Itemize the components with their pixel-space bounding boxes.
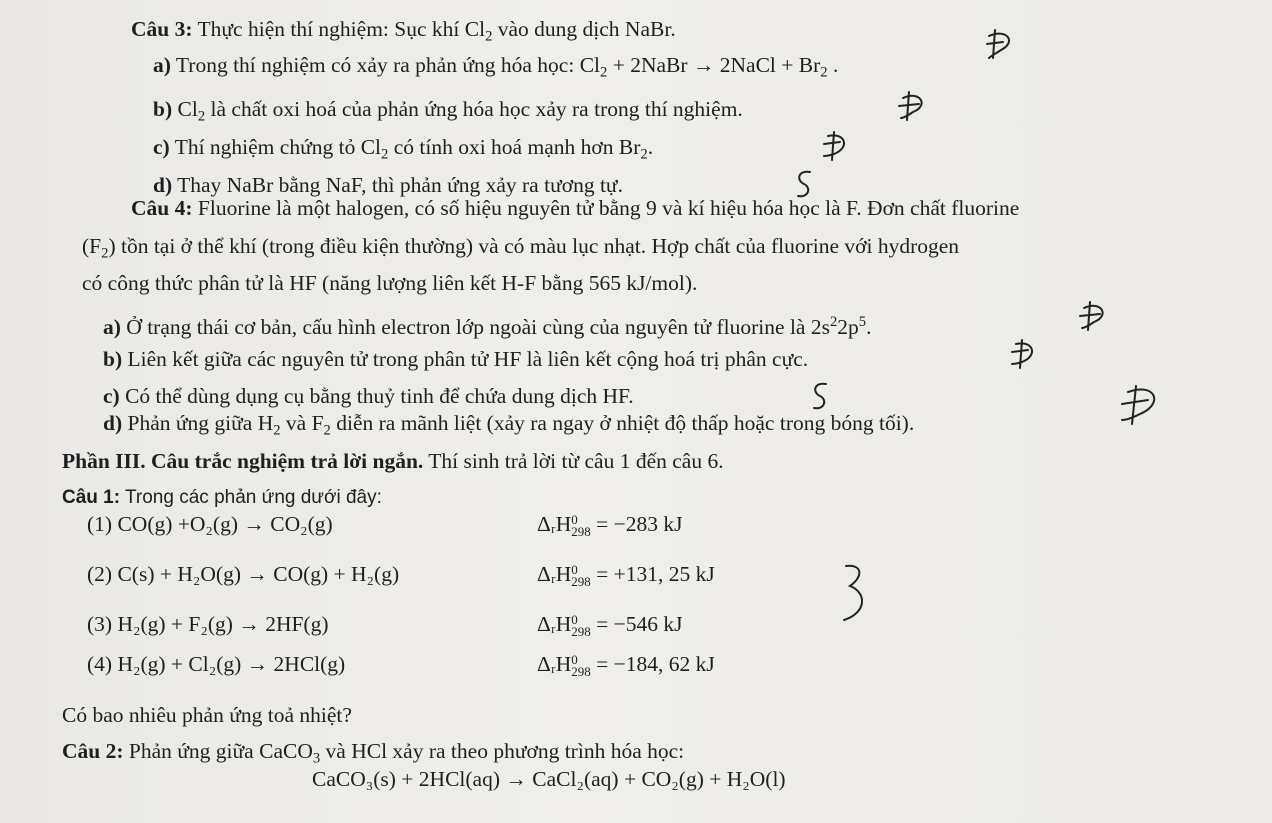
q3-a-eq1: Cl xyxy=(579,53,601,77)
q3-a-eq2: + 2NaBr → 2NaCl + Br xyxy=(607,53,821,77)
handwritten-mark-d xyxy=(985,24,1019,64)
q4-a xyxy=(103,309,871,340)
enthalpy-superscript: 0 xyxy=(571,652,578,668)
reaction-formula: H₂(g) + Cl₂(g) → 2HCl(g) xyxy=(117,652,346,676)
handwritten-mark-d xyxy=(1008,334,1042,374)
q4-d-sub2: 2 xyxy=(323,422,331,439)
q3-title xyxy=(131,16,676,49)
q3-a xyxy=(153,52,838,85)
q3-d-label: d) xyxy=(153,173,173,197)
reaction-equation xyxy=(87,511,333,537)
q3-c-label: c) xyxy=(153,135,170,159)
q3-c-end: . xyxy=(647,135,654,159)
q1-question: Có bao nhiêu phản ứng toả nhiệt? xyxy=(62,703,352,727)
reaction-enthalpy xyxy=(537,611,683,638)
q4-b-text: Liên kết giữa các nguyên tử trong phân tử HF là liên kết cộng hoá trị phân cực. xyxy=(122,347,809,371)
q4-line2 xyxy=(82,233,959,266)
q1-title xyxy=(62,485,382,511)
q4-c-text: Có thể dùng dụng cụ bằng thuỷ tinh để chứa dung dịch HF. xyxy=(119,384,634,408)
q3-title-end: vào dung dịch NaBr. xyxy=(492,17,676,41)
q3-b xyxy=(153,96,743,129)
handwritten-mark-s xyxy=(806,378,836,414)
q4-a-cfg1-sup: 2 xyxy=(829,314,838,330)
q4-a-end: . xyxy=(866,315,872,340)
q3-title-sub: 2 xyxy=(485,28,493,45)
reaction-formula: H₂(g) + F₂(g) → 2HF(g) xyxy=(117,612,329,636)
q4-c xyxy=(103,383,634,409)
q3-a-label: a) xyxy=(153,53,171,77)
enthalpy-superscript: 0 xyxy=(571,512,578,528)
q4-a-text: Ở trạng thái cơ bản, cấu hình electron lớp ngoài cùng của nguyên tử fluorine là xyxy=(120,315,811,340)
q3-b-text2: là chất oxi hoá của phản ứng hóa học xảy ra trong thí nghiệm. xyxy=(205,97,743,121)
q3-label: Câu 3: xyxy=(131,17,193,41)
q4-b-label: b) xyxy=(103,347,123,371)
q4-line2-sub: 2 xyxy=(101,245,109,262)
reaction-equation xyxy=(87,611,329,637)
reaction-enthalpy xyxy=(537,511,683,538)
handwritten-mark-3 xyxy=(838,560,872,626)
q3-c-text1: Thí nghiệm chứng tỏ Cl xyxy=(169,135,382,159)
q4-a-label: a) xyxy=(103,315,121,340)
q3-d-text: Thay NaBr bằng NaF, thì phản ứng xảy ra tương tự. xyxy=(172,173,623,197)
enthalpy-symbol: ΔᵣH xyxy=(537,562,572,586)
reaction-formula: C(s) + H₂O(g) → CO(g) + H₂(g) xyxy=(117,562,400,586)
handwritten-mark-d xyxy=(1118,378,1168,430)
enthalpy-subscript: 298 xyxy=(571,624,591,640)
reaction-enthalpy xyxy=(537,561,715,588)
q1-label: Câu 1: xyxy=(62,487,121,508)
q4-c-label: c) xyxy=(103,384,120,408)
q4-title-text: Fluorine là một halogen, có số hiệu nguyên tử bằng 9 và kí hiệu hóa học là F. Đơn chất fluorine xyxy=(192,196,1020,220)
q4-a-cfg2: 2p xyxy=(837,315,859,340)
q3-a-eq1-sub: 2 xyxy=(600,64,608,81)
q2-equation: CaCO₃(s) + 2HCl(aq) → CaCl₂(aq) + CO₂(g) + H₂O(l) xyxy=(312,767,786,791)
reaction-number: (4) xyxy=(87,652,118,676)
enthalpy-value: = −184, 62 kJ xyxy=(590,652,715,676)
handwritten-mark-s xyxy=(790,166,820,202)
enthalpy-symbol: ΔᵣH xyxy=(537,512,572,536)
q4-line3: có công thức phân tử là HF (năng lượng liên kết H-F bằng 565 kJ/mol). xyxy=(82,271,698,295)
enthalpy-subscript: 298 xyxy=(571,574,591,590)
reaction-number: (2) xyxy=(87,562,118,586)
part3-title-rest: Thí sinh trả lời từ câu 1 đến câu 6. xyxy=(423,449,724,473)
enthalpy-superscript: 0 xyxy=(571,612,578,628)
q4-d-text2: và F xyxy=(280,411,324,435)
q1-title-text: Trong các phản ứng dưới đây: xyxy=(120,487,382,508)
q4-d xyxy=(103,410,914,443)
enthalpy-value: = −283 kJ xyxy=(590,512,683,536)
enthalpy-symbol: ΔᵣH xyxy=(537,612,572,636)
q4-label: Câu 4: xyxy=(131,196,193,220)
q3-title-text: Thực hiện thí nghiệm: Sục khí Cl xyxy=(192,17,486,41)
reaction-equation xyxy=(87,651,345,677)
reaction-enthalpy xyxy=(537,651,715,678)
q4-d-text3: diễn ra mãnh liệt (xảy ra ngay ở nhiệt độ thấp hoặc trong bóng tối). xyxy=(330,411,915,435)
q4-a-cfg1: 2s xyxy=(810,315,830,340)
enthalpy-symbol: ΔᵣH xyxy=(537,652,572,676)
q2-title-sub: 3 xyxy=(312,750,321,767)
q2-label: Câu 2: xyxy=(62,739,124,763)
reaction-equation xyxy=(87,561,399,587)
handwritten-mark-d xyxy=(1078,296,1112,336)
q3-c-sub1: 2 xyxy=(381,146,389,163)
q4-d-label: d) xyxy=(103,411,123,435)
reaction-formula: CO(g) +O₂(g) → CO₂(g) xyxy=(117,512,333,536)
q3-c-sub2: 2 xyxy=(640,146,648,163)
q4-b xyxy=(103,346,808,372)
enthalpy-superscript: 0 xyxy=(571,562,578,578)
q4-title xyxy=(131,195,1019,221)
part3-title: Phần III. Câu trắc nghiệm trả lời ngắn. xyxy=(62,449,424,473)
q3-b-text1: Cl xyxy=(172,97,198,121)
q2-title-text: Phản ứng giữa CaCO xyxy=(123,739,313,763)
handwritten-mark-d xyxy=(820,126,854,166)
q4-line2-b: ) tồn tại ở thể khí (trong điều kiện thường) và có màu lục nhạt. Hợp chất của fluorine với hydrogen xyxy=(108,234,960,258)
part3-heading xyxy=(62,448,724,474)
q3-a-eq-end: . xyxy=(827,53,839,77)
q4-a-cfg2-sup: 5 xyxy=(858,314,867,330)
q3-a-text: Trong thí nghiệm có xảy ra phản ứng hóa học: xyxy=(170,53,580,77)
q4-d-text1: Phản ứng giữa H xyxy=(122,411,274,435)
q3-c-text2: có tính oxi hoá mạnh hơn Br xyxy=(388,135,641,159)
q3-b-sub: 2 xyxy=(197,108,206,125)
q4-d-sub1: 2 xyxy=(273,422,281,439)
q3-c xyxy=(153,134,653,167)
q3-b-label: b) xyxy=(153,97,173,121)
reaction-number: (1) xyxy=(87,512,118,536)
handwritten-mark-d xyxy=(897,86,931,126)
enthalpy-subscript: 298 xyxy=(571,664,591,680)
reaction-number: (3) xyxy=(87,612,118,636)
enthalpy-subscript: 298 xyxy=(571,524,591,540)
enthalpy-value: = −546 kJ xyxy=(590,612,683,636)
q2-title-end: và HCl xảy ra theo phương trình hóa học: xyxy=(320,739,685,763)
q4-line2-a: (F xyxy=(82,234,102,258)
q3-a-eq2-sub: 2 xyxy=(820,64,828,81)
enthalpy-value: = +131, 25 kJ xyxy=(590,562,715,586)
